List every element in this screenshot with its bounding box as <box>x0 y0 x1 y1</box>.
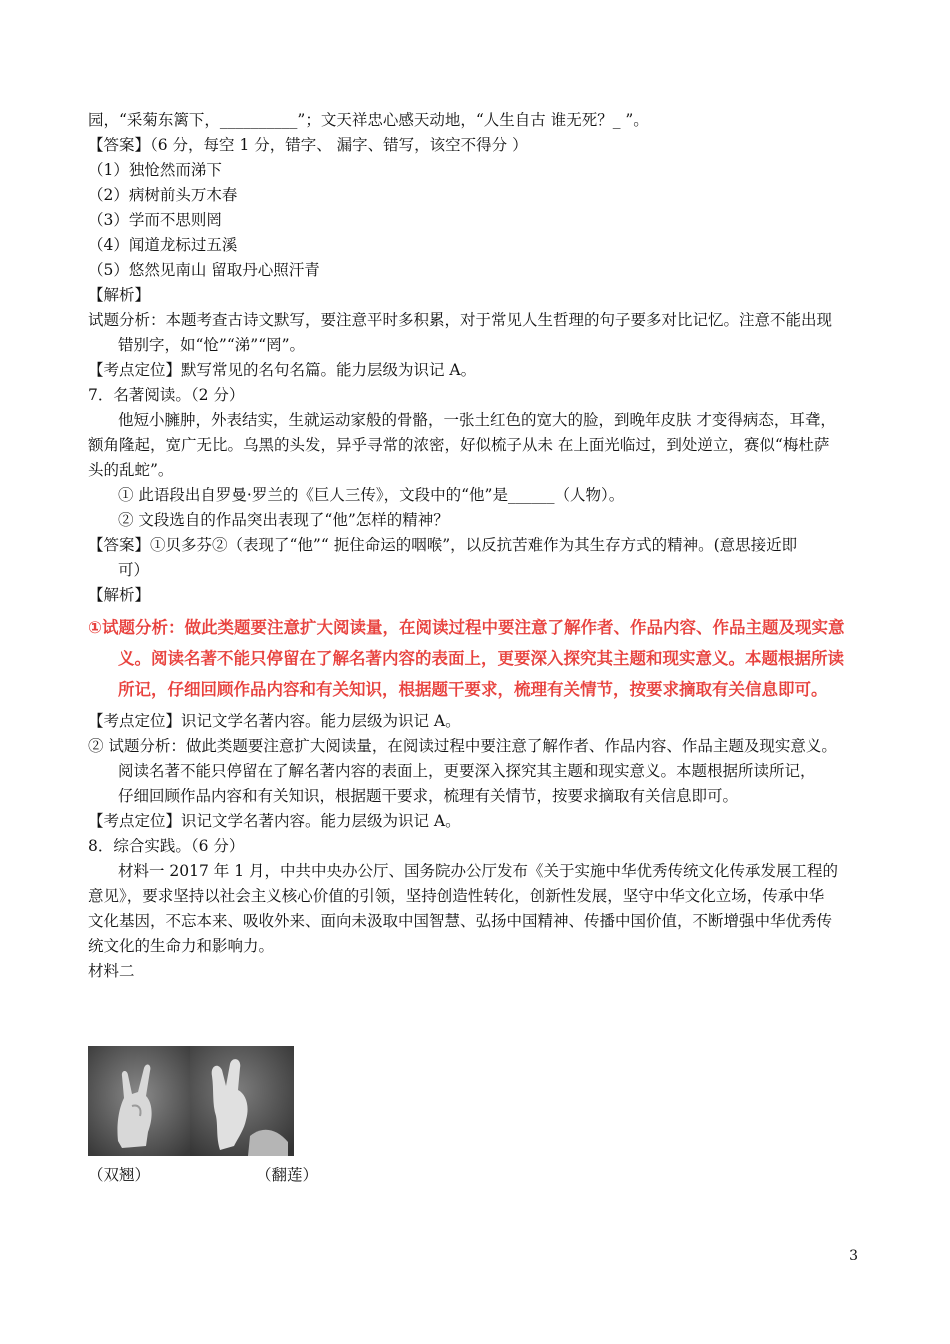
question-8-heading: 8．综合实践。（6 分） <box>88 837 245 855</box>
answer-item: （4）闻道龙标过五溪 <box>88 236 238 254</box>
answer-line: 【答案】（6 分，每空 1 分，错字、 漏字、错写，该空不得分 ） <box>88 136 528 154</box>
analysis-text: ② 试题分析：做此类题要注意扩大阅读量，在阅读过程中要注意了解作者、作品内容、作品主题及现实意义。 <box>88 737 837 755</box>
hand-gesture-photo-fanlian <box>190 1046 294 1156</box>
answer-item: （2）病树前头万木春 <box>88 186 238 204</box>
passage-text: 他短小臃肿，外表结实，生就运动家般的骨骼，一张土红色的宽大的脸，到晚年皮肤 才变得病态，耳聋， <box>118 411 836 429</box>
material-text: 意见》，要求坚持以社会主义核心价值的引领，坚持创造性转化，创新性发展，坚守中华文化立场，传承中华 <box>88 887 825 905</box>
highlighted-analysis <box>88 612 868 705</box>
analysis-text: 错别字，如“怆”“涕”“罔”。 <box>118 336 306 354</box>
photo-caption-shuangqiao: （双翘） <box>88 1166 151 1184</box>
material-text: 统文化的生命力和影响力。 <box>88 937 275 955</box>
knowledge-point: 【考点定位】默写常见的名句名篇。能力层级为识记 A。 <box>88 361 477 379</box>
analysis-heading: 【解析】 <box>88 586 151 604</box>
question-7-heading: 7．名著阅读。（2 分） <box>88 386 245 404</box>
answer-item: （5）悠然见南山 留取丹心照汗青 <box>88 261 320 279</box>
answer-item: （3）学而不思则罔 <box>88 211 222 229</box>
document-body <box>88 108 868 984</box>
analysis-heading: 【解析】 <box>88 286 151 304</box>
sub-question: ① 此语段出自罗曼·罗兰的《巨人三传》，文段中的“他”是______（人物）。 <box>118 486 625 504</box>
sub-question: ② 文段选自的作品突出表现了“他”怎样的精神？ <box>118 511 449 529</box>
knowledge-point: 【考点定位】识记文学名著内容。能力层级为识记 A。 <box>88 812 461 830</box>
material-text: 文化基因，不忘本来、吸收外来、面向未汲取中国智慧、弘扬中国精神、传播中国价值，不断增强中华优秀传 <box>88 912 833 930</box>
material-label: 材料二 <box>88 962 135 980</box>
analysis-text: 试题分析：本题考查古诗文默写，要注意平时多积累，对于常见人生哲理的句子要多对比记忆。注意不能出现 <box>88 311 833 329</box>
passage-text: 额角隆起，宽广无比。乌黑的头发，异乎寻常的浓密，好似梳子从未 在上面光临过，到处逆立，赛似“梅杜萨 <box>88 436 830 454</box>
hand-gesture-photo-shuangqiao <box>88 1046 190 1156</box>
answer-line: 可） <box>118 561 150 579</box>
highlighted-line: 所记，仔细回顾作品内容和有关知识，根据题干要求，梳理有关情节，按要求摘取有关信息即可。 <box>118 680 828 699</box>
highlighted-line: 义。阅读名著不能只停留在了解名著内容的表面上，更要深入探究其主题和现实意义。本题根据所读 <box>118 649 844 668</box>
analysis-text: 阅读名著不能只停留在了解名著内容的表面上，更要深入探究其主题和现实意义。本题根据所读所记， <box>118 762 816 780</box>
photo-caption-fanlian: （翻莲） <box>256 1166 319 1184</box>
analysis-text: 仔细回顾作品内容和有关知识，根据题干要求，梳理有关情节，按要求摘取有关信息即可。 <box>118 787 739 805</box>
answer-line: 【答案】①贝多芬②（表现了“他”“ 扼住命运的咽喉”，以反抗苦难作为其生存方式的精神。(意思接近即 <box>88 536 798 554</box>
knowledge-point: 【考点定位】识记文学名著内容。能力层级为识记 A。 <box>88 712 461 730</box>
page-number: 3 <box>849 1248 858 1264</box>
answer-item: （1）独怆然而涕下 <box>88 161 222 179</box>
passage-text: 头的乱蛇”。 <box>88 461 174 479</box>
text-line: 园，“采菊东篱下，__________”；文天祥忠心感天动地，“人生自古 谁无死？_ ”。 <box>88 111 649 129</box>
material-text: 材料一 2017 年 1 月，中共中央办公厅、国务院办公厅发布《关于实施中华优秀传统文化传承发展工程的 <box>118 862 839 880</box>
highlighted-line: ①试题分析：做此类题要注意扩大阅读量，在阅读过程中要注意了解作者、作品内容、作品主题及现实意 <box>88 618 845 637</box>
